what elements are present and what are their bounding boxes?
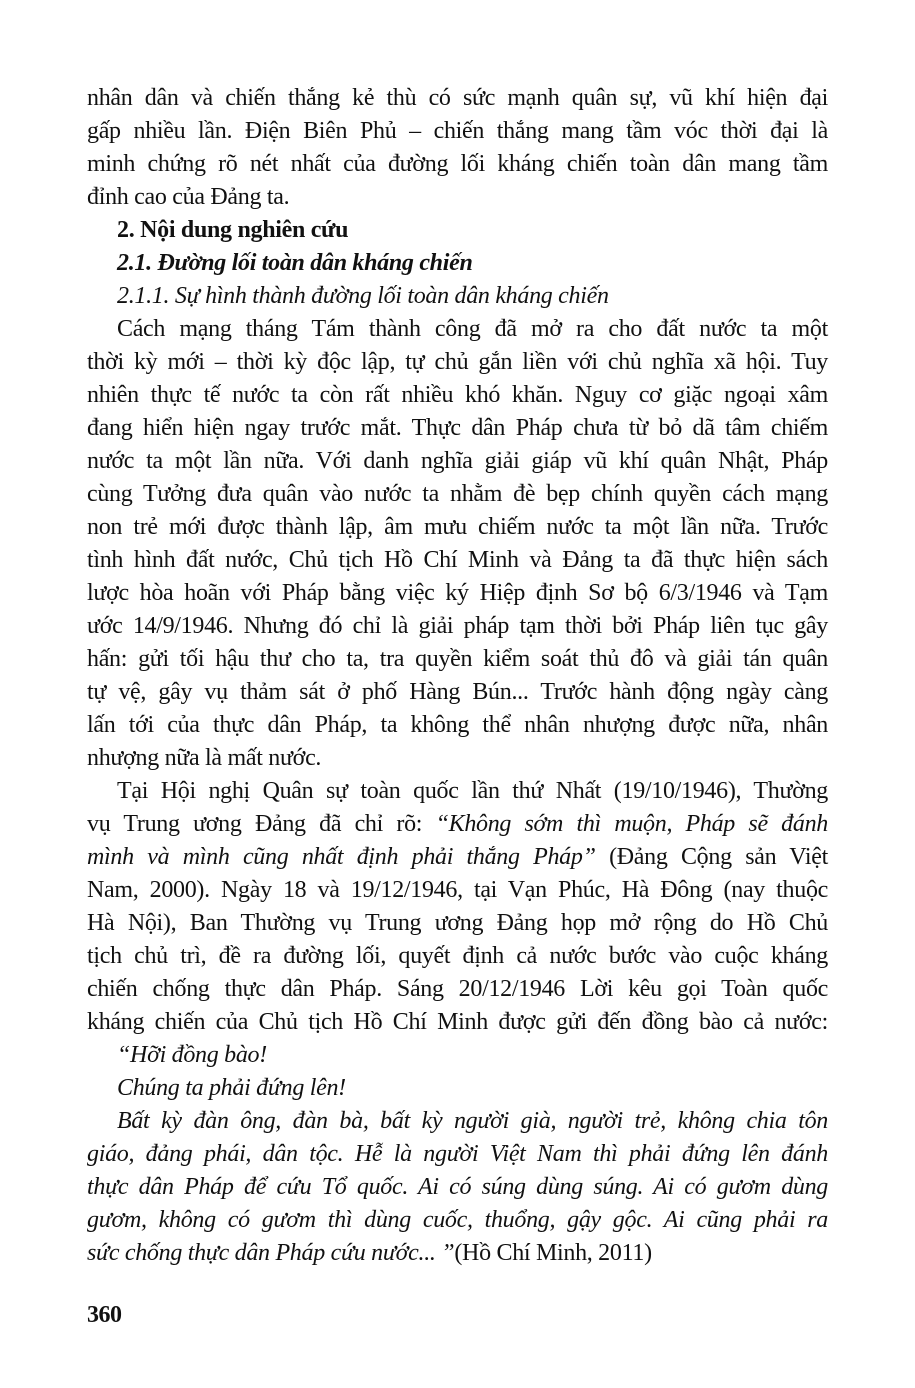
text-line xyxy=(87,841,828,874)
quote-greeting: “Hỡi đồng bào! xyxy=(117,1042,267,1068)
text-line: giáo, đảng phái, dân tộc. Hễ là người Việt Nam thì phải đứng lên đánh xyxy=(87,1141,828,1167)
text-line: Cách mạng tháng Tám thành công đã mở ra cho đất nước ta một xyxy=(117,316,828,342)
text-line: hấn: gửi tối hậu thư cho ta, tra quyền kiểm soát thủ đô và giải tán quân xyxy=(87,646,828,672)
text-line: tình hình đất nước, Chủ tịch Hồ Chí Minh và Đảng ta đã thực hiện sách xyxy=(87,547,828,573)
text-line: Hà Nội), Ban Thường vụ Trung ương Đảng họp mở rộng do Hồ Chủ xyxy=(87,910,828,936)
text-line: nước ta một lần nữa. Với danh nghĩa giải giáp vũ khí quân Nhật, Pháp xyxy=(87,448,828,474)
text-line: chiến chống thực dân Pháp. Sáng 20/12/1946 Lời kêu gọi Toàn quốc xyxy=(87,976,828,1002)
text-line: kháng chiến của Chủ tịch Hồ Chí Minh được gửi đến đồng bào cả nước: xyxy=(87,1009,828,1035)
quote-text: mình và mình cũng nhất định phải thắng Pháp” xyxy=(87,844,596,870)
intro-paragraph xyxy=(87,82,828,214)
quote-text: sức chống thực dân Pháp cứu nước... ” xyxy=(87,1240,455,1266)
text-line: gấp nhiều lần. Điện Biên Phủ – chiến thắng mang tầm vóc thời đại là xyxy=(87,118,828,144)
text-line: lấn tới của thực dân Pháp, ta không thể nhân nhượng được nữa, nhân xyxy=(87,712,828,738)
section-heading-2-1-1: 2.1.1. Sự hình thành đường lối toàn dân kháng chiến xyxy=(117,283,609,309)
section-heading-2: 2. Nội dung nghiên cứu xyxy=(117,217,349,243)
text-line: non trẻ mới được thành lập, âm mưu chiếm nước ta một lần nữa. Trước xyxy=(87,514,828,540)
section-heading-2-1: 2.1. Đường lối toàn dân kháng chiến xyxy=(117,250,473,276)
text-line: tịch chủ trì, đề ra đường lối, quyết định cả nước bước vào cuộc kháng xyxy=(87,943,828,969)
text-line: thực dân Pháp để cứu Tổ quốc. Ai có súng dùng súng. Ai có gươm dùng xyxy=(87,1174,828,1200)
text-line: lược hòa hoãn với Pháp bằng việc ký Hiệp định Sơ bộ 6/3/1946 và Tạm xyxy=(87,580,828,606)
text-line: cùng Tưởng đưa quân vào nước ta nhằm đè bẹp chính quyền cách mạng xyxy=(87,481,828,507)
paragraph-2 xyxy=(87,775,828,1039)
text-line: thời kỳ mới – thời kỳ độc lập, tự chủ gắn liền với chủ nghĩa xã hội. Tuy xyxy=(87,349,828,375)
paragraph-1 xyxy=(87,313,828,775)
text-line: Nam, 2000). Ngày 18 và 19/12/1946, tại Vạn Phúc, Hà Đông (nay thuộc xyxy=(87,877,828,903)
document-page xyxy=(87,82,828,1270)
page-number: 360 xyxy=(87,1302,122,1328)
text-line: ước 14/9/1946. Nhưng đó chỉ là giải pháp tạm thời bởi Pháp liên tục gây xyxy=(87,613,828,639)
text-line xyxy=(87,808,828,841)
text-line xyxy=(87,1237,828,1270)
quote-text: “Không sớm thì muộn, Pháp sẽ đánh xyxy=(435,811,828,837)
appeal-quote xyxy=(87,1039,828,1270)
text-line: nhượng nữa là mất nước. xyxy=(87,745,322,771)
text-line: nhiên thực tế nước ta còn rất nhiều khó khăn. Nguy cơ giặc ngoại xâm xyxy=(87,382,828,408)
text-normal: vụ Trung ương Đảng đã chỉ rõ: xyxy=(87,811,436,837)
text-line: nhân dân và chiến thắng kẻ thù có sức mạnh quân sự, vũ khí hiện đại xyxy=(87,85,828,111)
text-line: gươm, không có gươm thì dùng cuốc, thuổng, gậy gộc. Ai cũng phải ra xyxy=(87,1207,828,1233)
text-line: Bất kỳ đàn ông, đàn bà, bất kỳ người già, người trẻ, không chia tôn xyxy=(117,1108,828,1134)
text-line: Tại Hội nghị Quân sự toàn quốc lần thứ Nhất (19/10/1946), Thường xyxy=(117,778,828,804)
text-line: tự vệ, gây vụ thảm sát ở phố Hàng Bún... Trước hành động ngày càng xyxy=(87,679,828,705)
citation-text: (Đảng Cộng sản Việt xyxy=(595,844,828,870)
text-line: minh chứng rõ nét nhất của đường lối kháng chiến toàn dân mang tầm xyxy=(87,151,828,177)
text-line: đang hiển hiện ngay trước mắt. Thực dân Pháp chưa từ bỏ dã tâm chiếm xyxy=(87,415,828,441)
text-line: đỉnh cao của Đảng ta. xyxy=(87,184,290,210)
quote-call: Chúng ta phải đứng lên! xyxy=(117,1075,346,1101)
citation-text: (Hồ Chí Minh, 2011) xyxy=(454,1240,652,1266)
